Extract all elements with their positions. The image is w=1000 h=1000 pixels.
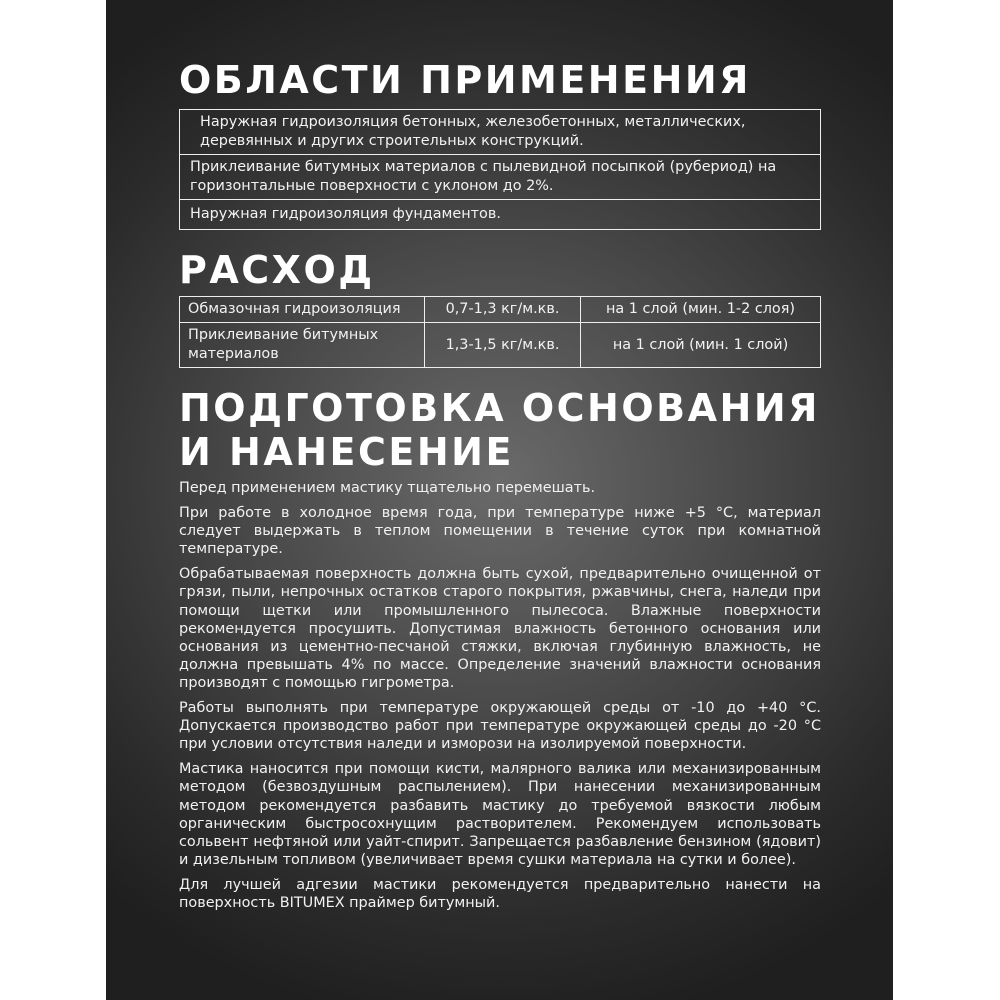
paragraph: Для лучшей адгезии мастики рекомендуется предварительно нанести на поверхность BITUMEX праймер битумный. bbox=[179, 876, 821, 911]
table-row bbox=[180, 110, 821, 155]
table-cell: Наружная гидроизоляция фундаментов. bbox=[180, 200, 821, 230]
application-type-cell: Приклеивание битумных материалов bbox=[180, 323, 425, 368]
consumption-heading: РАСХОД bbox=[179, 248, 375, 292]
consumption-rate-cell: 1,3-1,5 кг/м.кв. bbox=[425, 323, 581, 368]
paragraph: Работы выполнять при температуре окружающей среды от -10 до +40 °С. Допускается производство работ при температуре окружающей среды до -20 °С при условии отсутствия наледи и изморози на изолируемой поверхности. bbox=[179, 700, 821, 753]
paragraph: При работе в холодное время года, при температуре ниже +5 °С, материал следует выдержать в теплом помещении в течение суток при комнатной температуре. bbox=[179, 505, 821, 558]
application-type-cell: Обмазочная гидроизоляция bbox=[180, 297, 425, 323]
table-row bbox=[180, 200, 821, 230]
preparation-heading-line-2: И НАНЕСЕНИЕ bbox=[179, 430, 514, 474]
applications-heading: ОБЛАСТИ ПРИМЕНЕНИЯ bbox=[179, 58, 751, 102]
table-cell: Наружная гидроизоляция бетонных, железобетонных, металлических, деревянных и других строительных конструкций. bbox=[180, 110, 821, 155]
preparation-heading-line-1: ПОДГОТОВКА ОСНОВАНИЯ bbox=[179, 386, 820, 430]
table-cell: Приклеивание битумных материалов с пылевидной посыпкой (рубериод) на горизонтальные поверхности с уклоном до 2%. bbox=[180, 155, 821, 200]
paragraph: Обрабатываемая поверхность должна быть сухой, предварительно очищенной от грязи, пыли, непрочных остатков старого покрытия, ржавчины, снега, наледи при помощи щетки или промышленного пылесоса. Влажные поверхности рекомендуется просушить. Допустимая влажность бетонного основания или основания из цементно-песчаной стяжки, включая глубинную влажность, не должна превышать 4% по массе. Определение значений влажности основания производят с помощью гигрометра. bbox=[179, 566, 821, 691]
consumption-table bbox=[179, 296, 821, 368]
paragraph: Перед применением мастику тщательно перемешать. bbox=[179, 480, 596, 496]
document-panel bbox=[106, 0, 893, 1000]
layers-cell: на 1 слой (мин. 1-2 слоя) bbox=[581, 297, 821, 323]
preparation-text bbox=[179, 479, 821, 919]
layers-cell: на 1 слой (мин. 1 слой) bbox=[581, 323, 821, 368]
preparation-heading bbox=[179, 386, 820, 474]
table-row bbox=[180, 297, 821, 323]
table-row bbox=[180, 155, 821, 200]
table-row bbox=[180, 323, 821, 368]
consumption-rate-cell: 0,7-1,3 кг/м.кв. bbox=[425, 297, 581, 323]
paragraph: Мастика наносится при помощи кисти, малярного валика или механизированным методом (безвоздушным распылением). При нанесении механизированным методом рекомендуется разбавить мастику до требуемой вязкости любым органическим быстросохнущим растворителем. Рекомендуем использовать сольвент нефтяной или уайт-спирит. Запрещается разбавление бензином (ядовит) и дизельным топливом (увеличивает время сушки материала на сутки и более). bbox=[179, 761, 821, 868]
applications-table bbox=[179, 109, 821, 230]
